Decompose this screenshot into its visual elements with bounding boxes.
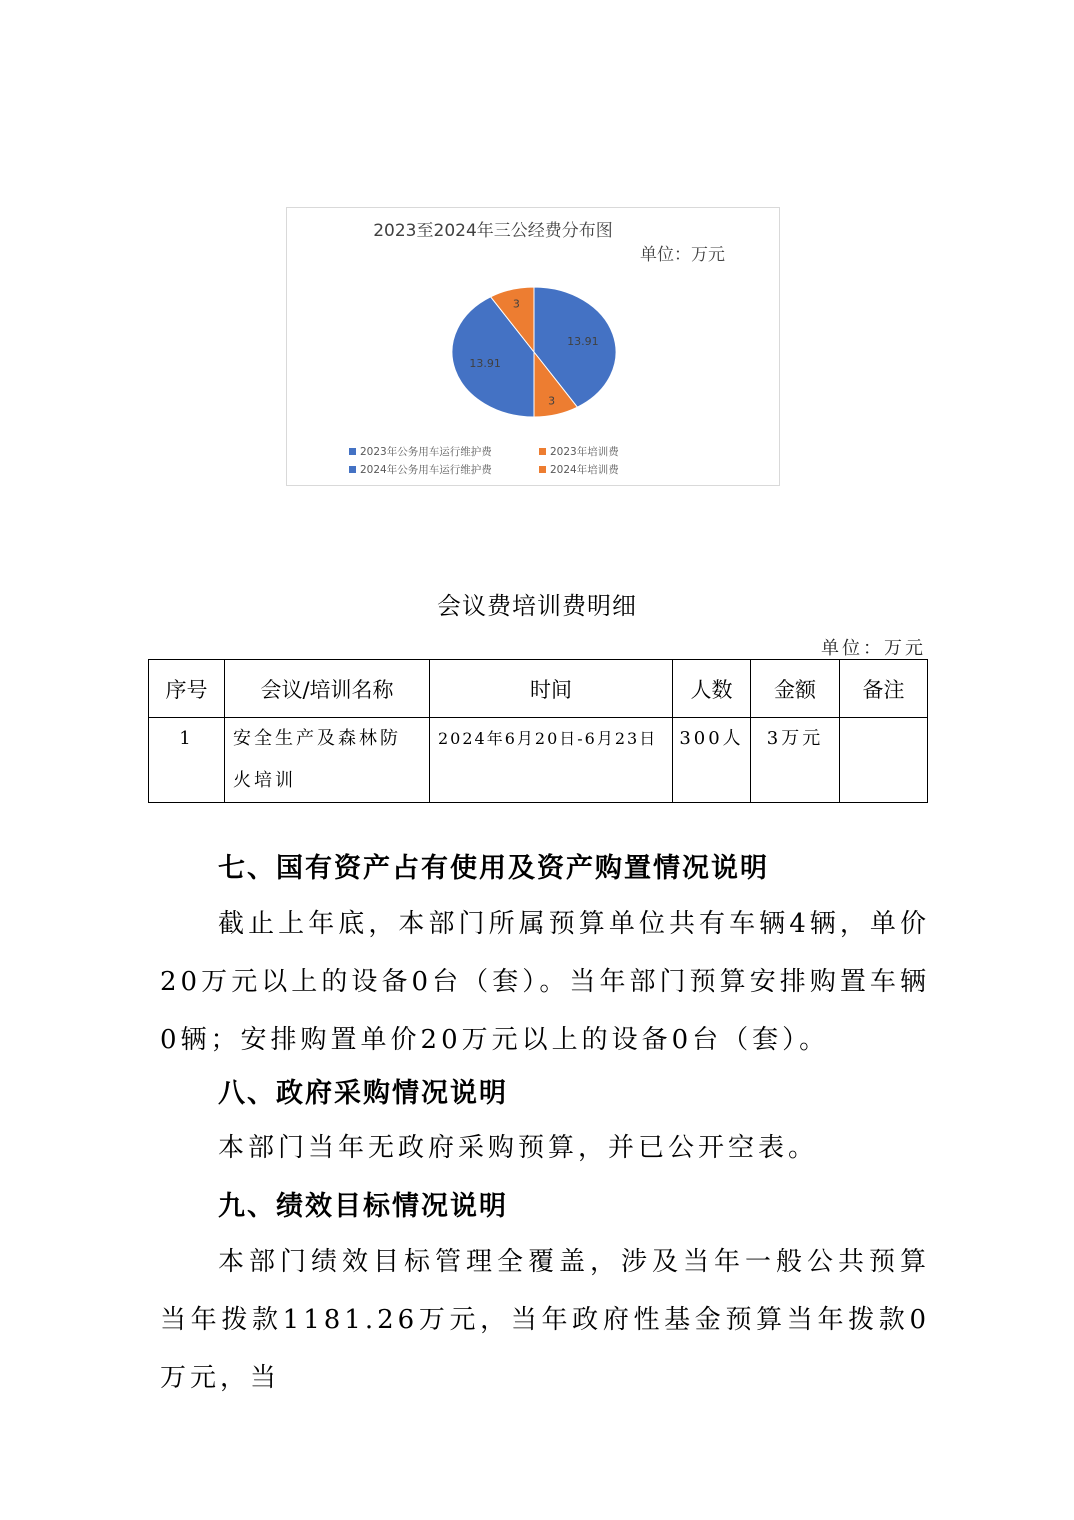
cell-name: 安全生产及森林防火培训 [225, 718, 430, 803]
section-heading-assets: 七、国有资产占有使用及资产购置情况说明 [218, 853, 769, 884]
chart-legend [349, 444, 769, 477]
header-people: 人数 [673, 660, 751, 718]
legend-label: 2023年培训费 [550, 446, 619, 458]
legend-label: 2024年培训费 [550, 464, 619, 476]
pie-data-label: 13.91 [469, 357, 501, 371]
legend-label: 2024年公务用车运行维护费 [360, 464, 492, 476]
chart-unit: 单位：万元 [640, 245, 725, 265]
table-row [149, 718, 928, 803]
cell-people: 300人 [673, 718, 751, 803]
header-remark: 备注 [840, 660, 928, 718]
legend-item [349, 444, 539, 459]
table-title: 会议费培训费明细 [437, 592, 637, 620]
meeting-training-table [148, 659, 928, 803]
chart-title: 2023至2024年三公经费分布图 [373, 221, 613, 241]
legend-swatch [349, 466, 356, 473]
pie-chart [286, 207, 780, 486]
section-heading-performance: 九、绩效目标情况说明 [218, 1191, 508, 1222]
legend-swatch [539, 448, 546, 455]
header-amount: 金额 [751, 660, 840, 718]
pie-data-label: 3 [512, 297, 520, 311]
cell-amount: 3万元 [751, 718, 840, 803]
pie-data-label: 13.91 [567, 334, 599, 348]
header-index: 序号 [149, 660, 225, 718]
header-time: 时间 [430, 660, 673, 718]
cell-time: 2024年6月20日-6月23日 [430, 718, 673, 803]
section-body-performance: 本部门绩效目标管理全覆盖，涉及当年一般公共预算当年拨款1181.26万元，当年政府性基金预算当年拨款0万元，当 [160, 1247, 930, 1393]
cell-index: 1 [149, 718, 225, 803]
legend-item [539, 462, 739, 477]
section-body-assets: 截止上年底，本部门所属预算单位共有车辆4辆，单价20万元以上的设备0台（套）。当年部门预算安排购置车辆0辆；安排购置单价20万元以上的设备0台（套）。 [160, 909, 930, 1055]
header-name: 会议/培训名称 [225, 660, 430, 718]
table-header-row [149, 660, 928, 718]
cell-remark [840, 718, 928, 803]
legend-label: 2023年公务用车运行维护费 [360, 446, 492, 458]
legend-swatch [349, 448, 356, 455]
pie-data-label: 3 [548, 394, 556, 408]
section-body-procurement: 本部门当年无政府采购预算，并已公开空表。 [218, 1133, 819, 1163]
section-heading-procurement: 八、政府采购情况说明 [218, 1078, 508, 1109]
legend-item [349, 462, 539, 477]
table-unit: 单位：万元 [821, 638, 926, 659]
legend-swatch [539, 466, 546, 473]
legend-item [539, 444, 739, 459]
